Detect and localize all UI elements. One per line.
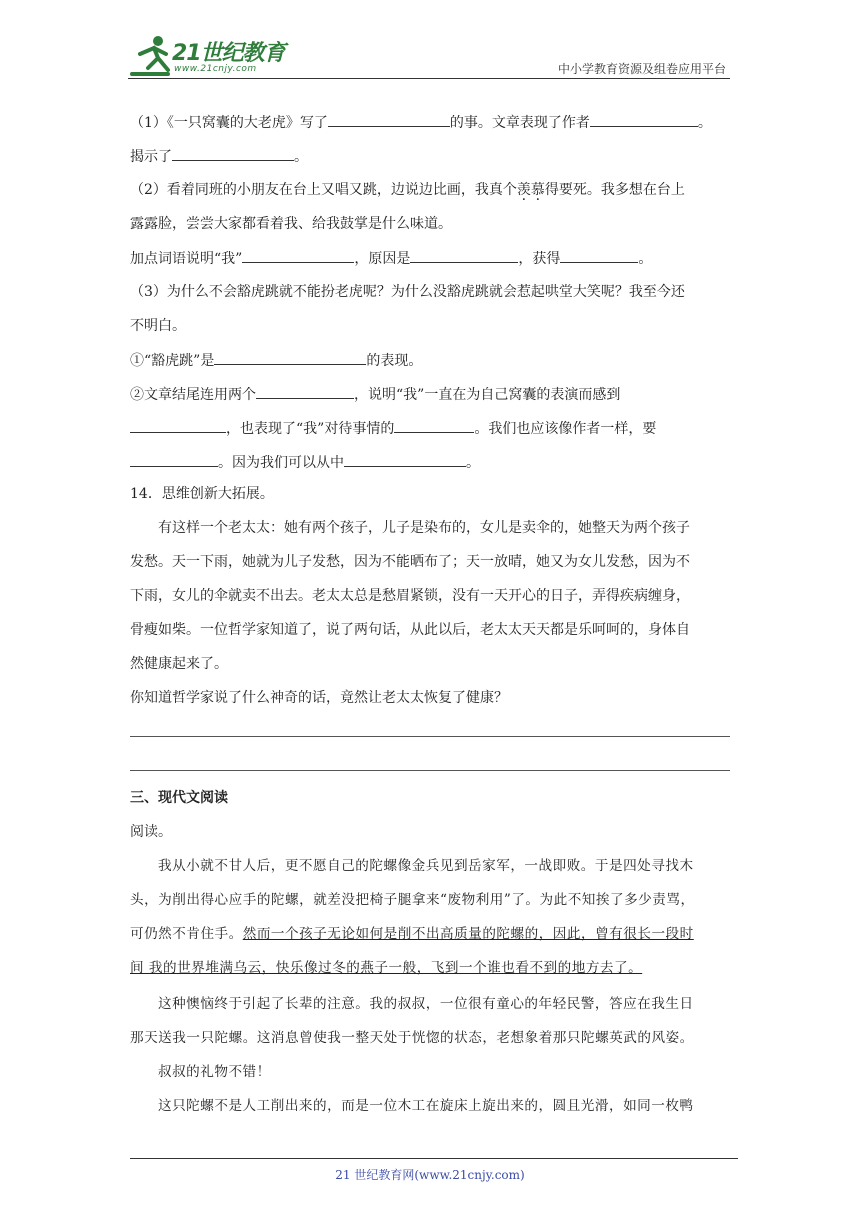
footer-text[interactable]: 21 世纪教育网(www.21cnjy.com) — [335, 1168, 525, 1182]
text: 。 — [697, 115, 712, 131]
runner-logo-icon — [128, 34, 172, 76]
q13-part2-line3 — [130, 248, 652, 269]
text: ，说明“我”一直在为自己窝囊的表演而感到 — [354, 387, 621, 403]
text: 。 — [466, 455, 480, 471]
header-platform-name: 中小学教育资源及组卷应用平台 — [557, 62, 726, 76]
text: 。因为我们可以从中 — [218, 455, 344, 471]
q13-part3-line1 — [130, 282, 685, 302]
text: ，也表现了“我”对待事情的 — [226, 421, 395, 437]
text: 。 — [294, 149, 308, 165]
passage-line: 那天送我一只陀螺。这消息曾使我一整天处于恍惚的状态，老想象着那只陀螺英武的风姿。 — [130, 1030, 694, 1046]
answer-blank[interactable] — [130, 418, 226, 433]
answer-blank[interactable] — [130, 452, 218, 467]
text: ②文章结尾连用两个 — [130, 387, 256, 403]
q13-part3-line5 — [130, 418, 656, 439]
q13-part3-line4 — [130, 384, 620, 405]
passage-line: 我从小就不甘人后，更不愿自己的陀螺像金兵见到岳家军，一战即败。于是四处寻找木 — [158, 858, 694, 874]
text: ，原因是 — [354, 251, 411, 267]
answer-line[interactable] — [130, 736, 730, 737]
text: （2）看着同班的小朋友在台上又唱又跳，边说边比画，我真个 — [130, 182, 517, 198]
text: （1）《一只窝囊的大老虎》写了 — [130, 115, 328, 131]
text: 可仍然不肯住手。 — [130, 926, 243, 942]
dotted-word: 羡 — [516, 182, 531, 198]
q13-part3-line2 — [130, 316, 186, 336]
text: 的表现。 — [366, 353, 423, 369]
passage-line — [130, 924, 694, 944]
q14-paragraph-line: 发愁。天一下雨，她就为儿子发愁，因为不能晒布了；天一放晴，她又为女儿发愁，因为不 — [130, 554, 690, 570]
q13-part1-line2 — [130, 146, 308, 167]
q13-part2-line2 — [130, 214, 452, 234]
text: （3）为什么不会豁虎跳就不能扮老虎呢？为什么没豁虎跳就会惹起哄堂大笑呢？我至今还 — [130, 284, 685, 300]
logo-url: www.21cnjy.com — [174, 64, 257, 74]
passage-line: 这只陀螺不是人工削出来的，而是一位木工在旋床上旋出来的，圆且光滑，如同一枚鸭 — [158, 1098, 694, 1114]
dotted-word: 慕 — [530, 182, 545, 198]
section-title: 三、现代文阅读 — [130, 790, 228, 806]
text: 得要死。我多想在台上 — [544, 182, 685, 198]
section-intro: 阅读。 — [130, 824, 172, 840]
answer-blank[interactable] — [172, 146, 294, 161]
answer-blank[interactable] — [410, 248, 518, 263]
q14-paragraph-line: 然健康起来了。 — [130, 656, 228, 672]
footer-divider — [130, 1158, 738, 1159]
text: ①“豁虎跳”是 — [130, 353, 215, 369]
q14-paragraph-line: 有这样一个老太太：她有两个孩子，儿子是染布的，女儿是卖伞的，她整天为两个孩子 — [158, 520, 690, 536]
text: 。 — [638, 251, 653, 267]
passage-line: 这种懊恼终于引起了长辈的注意。我的叔叔，一位很有童心的年轻民警，答应在我生日 — [158, 996, 694, 1012]
q13-part3-line6 — [130, 452, 480, 473]
passage-underlined-line: 间 我的世界堆满乌云，快乐像过冬的燕子一般，飞到一个谁也看不到的地方去了。 — [130, 960, 643, 976]
text: ，获得 — [518, 251, 561, 267]
site-logo — [128, 34, 298, 76]
text: 不明白。 — [130, 318, 186, 334]
passage-line: 头，为削出得心应手的陀螺，就差没把椅子腿拿来“废物利用”了。为此不知挨了多少责骂， — [130, 892, 695, 908]
q14-question: 你知道哲学家说了什么神奇的话，竟然让老太太恢复了健康？ — [130, 690, 508, 706]
underlined-sentence: 然而一个孩子无论如何是削不出高质量的陀螺的，因此，曾有很长一段时 — [242, 926, 694, 942]
answer-blank[interactable] — [256, 384, 354, 399]
q14-paragraph-line: 下雨，女儿的伞就卖不出去。老太太总是愁眉紧锁，没有一天开心的日子，弄得疾病缠身， — [130, 588, 690, 604]
q13-part1-line1 — [130, 112, 712, 133]
text: 揭示了 — [130, 149, 172, 165]
answer-blank[interactable] — [560, 248, 638, 263]
text: 加点词语说明“我” — [130, 251, 243, 267]
passage-line: 叔叔的礼物不错！ — [158, 1064, 271, 1080]
logo-text: 21世纪教育 — [172, 41, 285, 66]
q13-part3-line3 — [130, 350, 422, 371]
text: 的事。文章表现了作者 — [449, 115, 590, 131]
answer-blank[interactable] — [328, 112, 450, 127]
q14-paragraph-line: 骨瘦如柴。一位哲学家知道了，说了两句话，从此以后，老太太天天都是乐呵呵的，身体自 — [130, 622, 690, 638]
q13-part2-line1 — [130, 180, 685, 200]
answer-blank[interactable] — [590, 112, 698, 127]
text: 露露脸，尝尝大家都看着我、给我鼓掌是什么味道。 — [130, 216, 452, 232]
answer-blank[interactable] — [242, 248, 354, 263]
answer-blank[interactable] — [394, 418, 474, 433]
text: 。我们也应该像作者一样，要 — [474, 421, 657, 437]
answer-line[interactable] — [130, 770, 730, 771]
q14-title: 14．思维创新大拓展。 — [130, 486, 274, 502]
answer-blank[interactable] — [214, 350, 366, 365]
header-divider — [128, 78, 730, 79]
answer-blank[interactable] — [344, 452, 466, 467]
page-header — [128, 30, 730, 80]
